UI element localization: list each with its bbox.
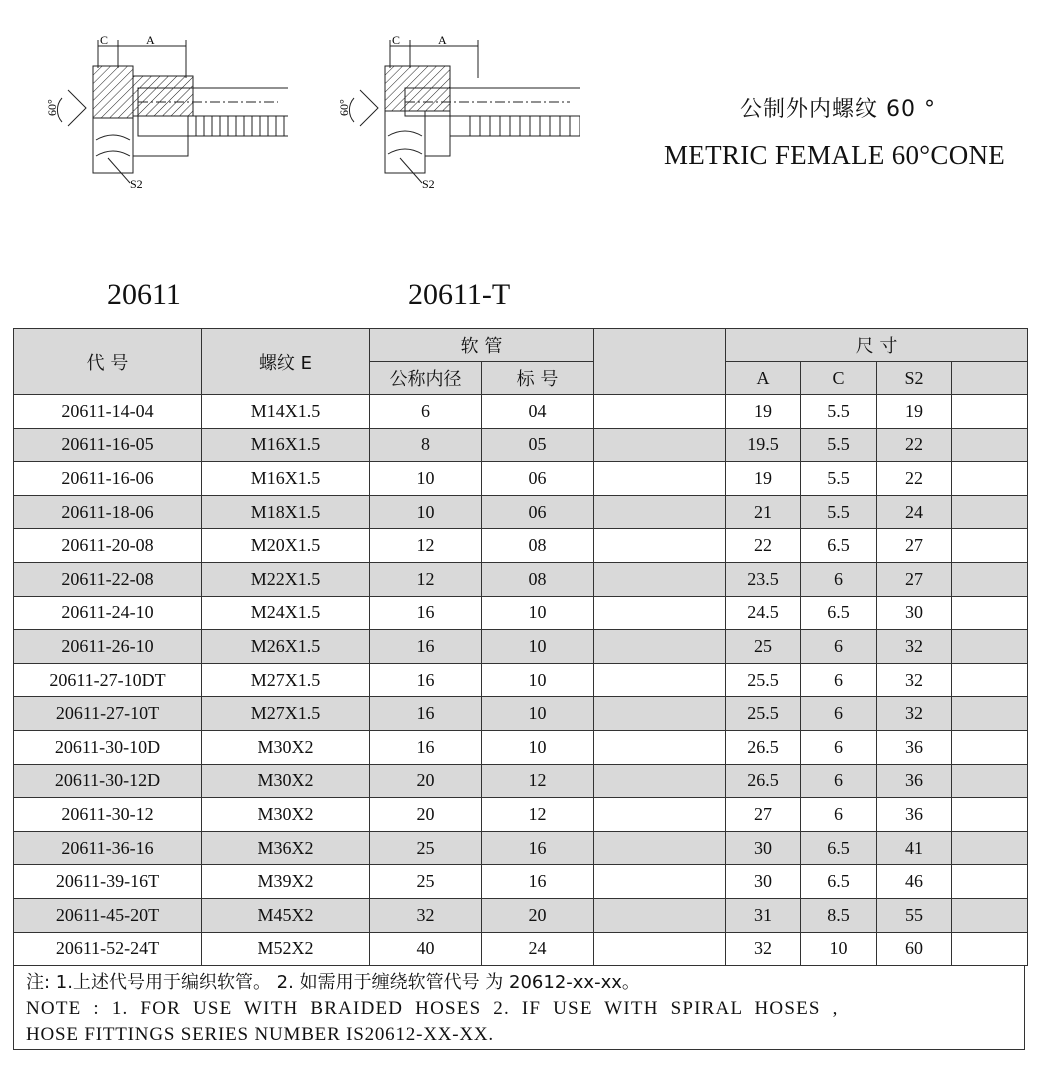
cell-a: 32	[726, 932, 801, 966]
cell-hose-dn: 12	[370, 562, 482, 596]
cell-code: 20611-24-10	[14, 596, 202, 630]
cell-hose-dn: 16	[370, 630, 482, 664]
table-row	[14, 697, 1028, 731]
cell-a: 25	[726, 630, 801, 664]
header-hose: 软 管	[370, 329, 594, 362]
table-row	[14, 831, 1028, 865]
cell-blank	[594, 562, 726, 596]
cell-hose-dn: 16	[370, 596, 482, 630]
cell-blank	[594, 462, 726, 496]
spec-table	[13, 328, 1028, 966]
cell-s2: 32	[877, 697, 952, 731]
cell-extra	[952, 764, 1028, 798]
notes-box	[13, 966, 1025, 1050]
cell-a: 25.5	[726, 697, 801, 731]
cell-extra	[952, 596, 1028, 630]
cell-code: 20611-22-08	[14, 562, 202, 596]
cell-c: 6	[801, 730, 877, 764]
cell-thread: M18X1.5	[202, 495, 370, 529]
cell-s2: 46	[877, 865, 952, 899]
cell-s2: 32	[877, 630, 952, 664]
cell-extra	[952, 495, 1028, 529]
cell-code: 20611-26-10	[14, 630, 202, 664]
cell-hose-dn: 25	[370, 831, 482, 865]
fitting-drawing-20611	[38, 28, 288, 218]
cell-thread: M27X1.5	[202, 663, 370, 697]
cell-extra	[952, 562, 1028, 596]
cell-code: 20611-45-20T	[14, 898, 202, 932]
cell-hose-dn: 10	[370, 495, 482, 529]
cell-hose-dn: 16	[370, 730, 482, 764]
cell-blank	[594, 798, 726, 832]
cell-hose-dn: 16	[370, 697, 482, 731]
cell-c: 6.5	[801, 596, 877, 630]
cell-c: 6.5	[801, 865, 877, 899]
cell-thread: M30X2	[202, 798, 370, 832]
cell-hose-dn: 20	[370, 798, 482, 832]
cell-hose-dash: 10	[482, 596, 594, 630]
angle-label: 60°	[337, 99, 351, 116]
dim-s2-label: S2	[130, 177, 143, 191]
cell-c: 6	[801, 798, 877, 832]
table-row	[14, 730, 1028, 764]
cell-thread: M52X2	[202, 932, 370, 966]
header-c: C	[801, 362, 877, 395]
cell-extra	[952, 932, 1028, 966]
cell-c: 6	[801, 562, 877, 596]
cell-hose-dn: 40	[370, 932, 482, 966]
cell-c: 6	[801, 630, 877, 664]
cell-c: 5.5	[801, 495, 877, 529]
cell-thread: M16X1.5	[202, 462, 370, 496]
table-row	[14, 529, 1028, 563]
table-row	[14, 562, 1028, 596]
header-extra	[952, 362, 1028, 395]
cell-code: 20611-16-06	[14, 462, 202, 496]
cell-hose-dash: 06	[482, 495, 594, 529]
cell-blank	[594, 697, 726, 731]
cell-code: 20611-36-16	[14, 831, 202, 865]
cell-extra	[952, 730, 1028, 764]
cell-s2: 41	[877, 831, 952, 865]
cell-thread: M16X1.5	[202, 428, 370, 462]
cell-thread: M27X1.5	[202, 697, 370, 731]
cell-hose-dash: 05	[482, 428, 594, 462]
cell-hose-dash: 10	[482, 663, 594, 697]
cell-thread: M22X1.5	[202, 562, 370, 596]
header-blank	[594, 329, 726, 395]
cell-a: 30	[726, 831, 801, 865]
header-thread: 螺纹 E	[202, 329, 370, 395]
cell-c: 5.5	[801, 428, 877, 462]
cell-s2: 60	[877, 932, 952, 966]
table-row	[14, 663, 1028, 697]
cell-a: 19	[726, 395, 801, 429]
cell-hose-dash: 08	[482, 562, 594, 596]
cell-a: 26.5	[726, 730, 801, 764]
cell-a: 24.5	[726, 596, 801, 630]
cell-c: 5.5	[801, 395, 877, 429]
cell-code: 20611-52-24T	[14, 932, 202, 966]
cell-c: 6.5	[801, 529, 877, 563]
cell-blank	[594, 596, 726, 630]
cell-code: 20611-14-04	[14, 395, 202, 429]
cell-s2: 24	[877, 495, 952, 529]
cell-extra	[952, 428, 1028, 462]
cell-hose-dash: 20	[482, 898, 594, 932]
cell-s2: 22	[877, 428, 952, 462]
spec-table-body	[14, 395, 1028, 966]
cell-blank	[594, 932, 726, 966]
cell-blank	[594, 495, 726, 529]
cell-a: 19	[726, 462, 801, 496]
cell-a: 26.5	[726, 764, 801, 798]
cell-s2: 36	[877, 798, 952, 832]
cell-c: 6	[801, 764, 877, 798]
cell-extra	[952, 529, 1028, 563]
cell-a: 19.5	[726, 428, 801, 462]
cell-s2: 32	[877, 663, 952, 697]
cell-hose-dash: 10	[482, 630, 594, 664]
table-row	[14, 462, 1028, 496]
cell-hose-dn: 6	[370, 395, 482, 429]
angle-label: 60°	[45, 99, 59, 116]
cell-a: 25.5	[726, 663, 801, 697]
cell-code: 20611-27-10DT	[14, 663, 202, 697]
cell-hose-dash: 10	[482, 730, 594, 764]
table-row	[14, 596, 1028, 630]
dim-a-label: A	[438, 33, 447, 47]
cell-hose-dash: 12	[482, 764, 594, 798]
cell-extra	[952, 831, 1028, 865]
cell-blank	[594, 865, 726, 899]
table-row	[14, 428, 1028, 462]
dim-c-label: C	[392, 33, 401, 47]
cell-code: 20611-27-10T	[14, 697, 202, 731]
cell-s2: 36	[877, 730, 952, 764]
cell-blank	[594, 764, 726, 798]
cell-hose-dash: 10	[482, 697, 594, 731]
table-row	[14, 395, 1028, 429]
cell-code: 20611-18-06	[14, 495, 202, 529]
table-row	[14, 865, 1028, 899]
cell-hose-dn: 10	[370, 462, 482, 496]
table-row	[14, 764, 1028, 798]
cell-a: 23.5	[726, 562, 801, 596]
header-hose-dn: 公称内径	[370, 362, 482, 395]
header-a: A	[726, 362, 801, 395]
cell-hose-dn: 8	[370, 428, 482, 462]
cell-thread: M45X2	[202, 898, 370, 932]
cell-a: 27	[726, 798, 801, 832]
cell-s2: 36	[877, 764, 952, 798]
cell-blank	[594, 395, 726, 429]
fitting-drawing-20611-t	[330, 28, 580, 218]
table-row	[14, 898, 1028, 932]
dim-s2-label: S2	[422, 177, 435, 191]
cell-code: 20611-30-10D	[14, 730, 202, 764]
cell-code: 20611-30-12	[14, 798, 202, 832]
title-chinese: 公制外内螺纹 60 °	[740, 97, 936, 122]
model-number-right: 20611-T	[408, 278, 511, 311]
cell-thread: M14X1.5	[202, 395, 370, 429]
dim-c-label: C	[100, 33, 109, 47]
header-code: 代 号	[14, 329, 202, 395]
cell-extra	[952, 630, 1028, 664]
model-number-left: 20611	[107, 278, 181, 311]
note-english-line2: HOSE FITTINGS SERIES NUMBER IS20612-XX-XX.	[26, 1024, 494, 1045]
cell-extra	[952, 395, 1028, 429]
cell-thread: M24X1.5	[202, 596, 370, 630]
cell-c: 8.5	[801, 898, 877, 932]
title-english: METRIC FEMALE 60°CONE	[664, 140, 1006, 170]
cell-thread: M20X1.5	[202, 529, 370, 563]
cell-extra	[952, 865, 1028, 899]
cell-extra	[952, 663, 1028, 697]
cell-thread: M39X2	[202, 865, 370, 899]
cell-hose-dn: 25	[370, 865, 482, 899]
cell-hose-dn: 32	[370, 898, 482, 932]
cell-blank	[594, 663, 726, 697]
cell-thread: M26X1.5	[202, 630, 370, 664]
cell-blank	[594, 730, 726, 764]
header-s2: S2	[877, 362, 952, 395]
cell-hose-dash: 04	[482, 395, 594, 429]
table-row	[14, 495, 1028, 529]
cell-hose-dn: 16	[370, 663, 482, 697]
table-row	[14, 798, 1028, 832]
cell-code: 20611-16-05	[14, 428, 202, 462]
cell-s2: 22	[877, 462, 952, 496]
cell-c: 10	[801, 932, 877, 966]
cell-c: 6.5	[801, 831, 877, 865]
cell-code: 20611-20-08	[14, 529, 202, 563]
cell-c: 6	[801, 663, 877, 697]
cell-hose-dn: 12	[370, 529, 482, 563]
cell-hose-dn: 20	[370, 764, 482, 798]
cell-s2: 30	[877, 596, 952, 630]
header-hose-dash: 标 号	[482, 362, 594, 395]
note-chinese: 注: 1.上述代号用于编织软管。 2. 如需用于缠绕软管代号 为 20612-xx-xx。	[26, 972, 640, 993]
cell-code: 20611-30-12D	[14, 764, 202, 798]
cell-s2: 27	[877, 562, 952, 596]
cell-s2: 27	[877, 529, 952, 563]
dim-a-label: A	[146, 33, 155, 47]
cell-hose-dash: 16	[482, 865, 594, 899]
cell-c: 5.5	[801, 462, 877, 496]
cell-hose-dash: 24	[482, 932, 594, 966]
cell-extra	[952, 697, 1028, 731]
cell-blank	[594, 529, 726, 563]
note-english-line1: NOTE : 1. FOR USE WITH BRAIDED HOSES 2. IF USE WITH SPIRAL HOSES ,	[26, 998, 839, 1019]
cell-extra	[952, 898, 1028, 932]
cell-blank	[594, 831, 726, 865]
cell-hose-dash: 08	[482, 529, 594, 563]
table-row	[14, 932, 1028, 966]
cell-hose-dash: 06	[482, 462, 594, 496]
cell-hose-dash: 12	[482, 798, 594, 832]
cell-thread: M30X2	[202, 730, 370, 764]
cell-blank	[594, 630, 726, 664]
cell-thread: M30X2	[202, 764, 370, 798]
cell-blank	[594, 428, 726, 462]
cell-a: 21	[726, 495, 801, 529]
cell-thread: M36X2	[202, 831, 370, 865]
table-row	[14, 630, 1028, 664]
cell-c: 6	[801, 697, 877, 731]
cell-a: 22	[726, 529, 801, 563]
cell-a: 30	[726, 865, 801, 899]
cell-hose-dash: 16	[482, 831, 594, 865]
cell-extra	[952, 462, 1028, 496]
cell-s2: 19	[877, 395, 952, 429]
cell-a: 31	[726, 898, 801, 932]
cell-code: 20611-39-16T	[14, 865, 202, 899]
cell-s2: 55	[877, 898, 952, 932]
cell-extra	[952, 798, 1028, 832]
header-size: 尺 寸	[726, 329, 1028, 362]
cell-blank	[594, 898, 726, 932]
